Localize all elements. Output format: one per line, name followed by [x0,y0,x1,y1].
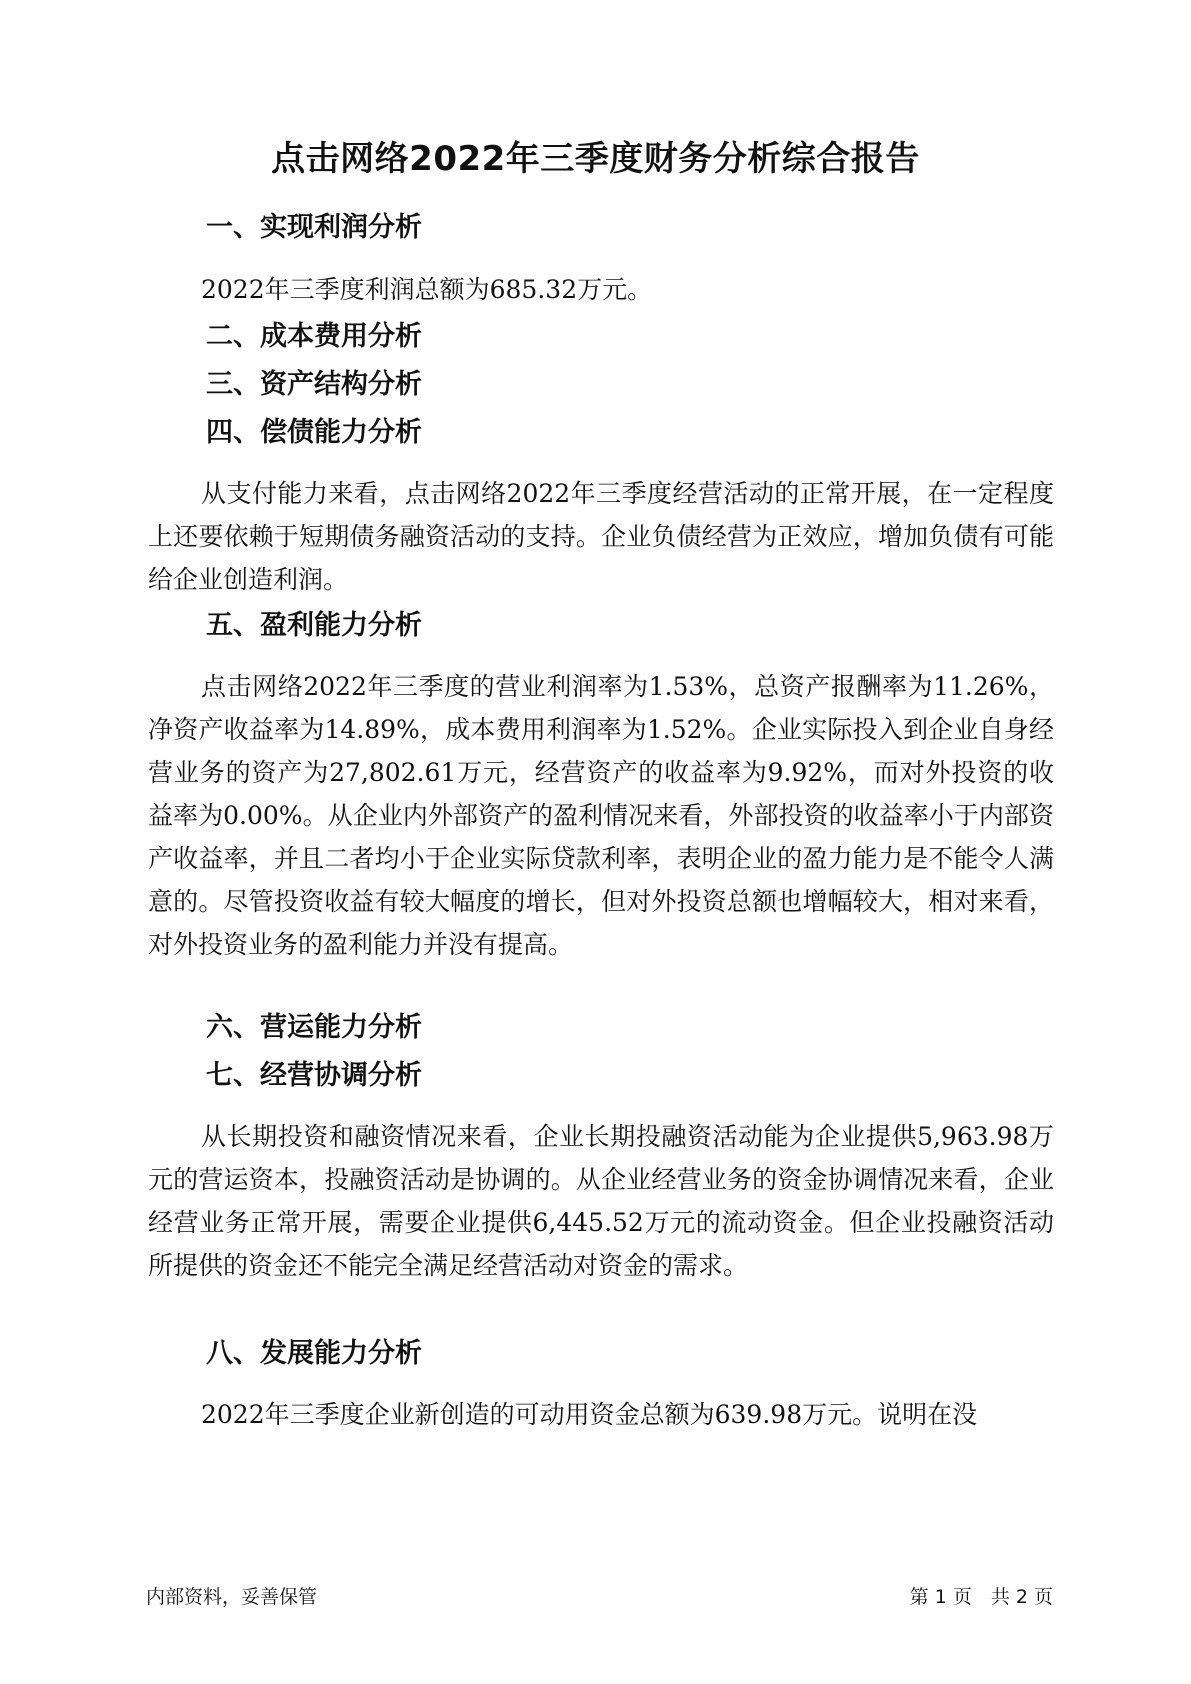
section-heading-profit: 一、实现利润分析 [206,212,422,243]
paragraph-development: 2022年三季度企业新创造的可动用资金总额为639.98万元。说明在没 [201,1400,978,1429]
section-heading-asset-structure: 三、资产结构分析 [206,369,422,400]
paragraph-profit: 2022年三季度利润总额为685.32万元。 [201,275,653,304]
footer-confidential-note: 内部资料，妥善保管 [146,1586,318,1608]
paragraph-solvency: 从支付能力来看，点击网络2022年三季度经营活动的正常开展，在一定程度上还要依赖于短期债务融资活动的支持。企业负债经营为正效应，增加负债有可能给企业创造利润。 [148,479,1054,594]
footer-page-number: 第 1 页 共 2 页 [909,1586,1053,1608]
section-heading-development: 八、发展能力分析 [206,1338,422,1369]
section-heading-cost: 二、成本费用分析 [206,321,422,352]
paragraph-coordination: 从长期投资和融资情况来看，企业长期投融资活动能为企业提供5,963.98万元的营运资本，投融资活动是协调的。从企业经营业务的资金协调情况来看，企业经营业务正常开展，需要企业提供6,445.52万元的流动资金。但企业投融资活动所提供的资金还不能完全满足经营活动对资金的需求。 [148,1122,1054,1280]
document-title: 点击网络2022年三季度财务分析综合报告 [271,139,920,179]
section-heading-operation: 六、营运能力分析 [206,1012,422,1043]
section-heading-solvency: 四、偿债能力分析 [206,417,422,448]
section-heading-coordination: 七、经营协调分析 [206,1060,422,1091]
paragraph-profitability: 点击网络2022年三季度的营业利润率为1.53%，总资产报酬率为11.26%，净资产收益率为14.89%，成本费用利润率为1.52%。企业实际投入到企业自身经营业务的资产为27,802.61万元，经营资产的收益率为9.92%，而对外投资的收益率为0.00%。从企业内外部资产的盈利情况来看，外部投资的收益率小于内部资产收益率，并且二者均小于企业实际贷款利率，表明企业的盈力能力是不能令人满意的。尽管投资收益有较大幅度的增长，但对外投资总额也增幅较大，相对来看，对外投资业务的盈利能力并没有提高。 [148,672,1054,959]
section-heading-profitability: 五、盈利能力分析 [206,610,422,641]
